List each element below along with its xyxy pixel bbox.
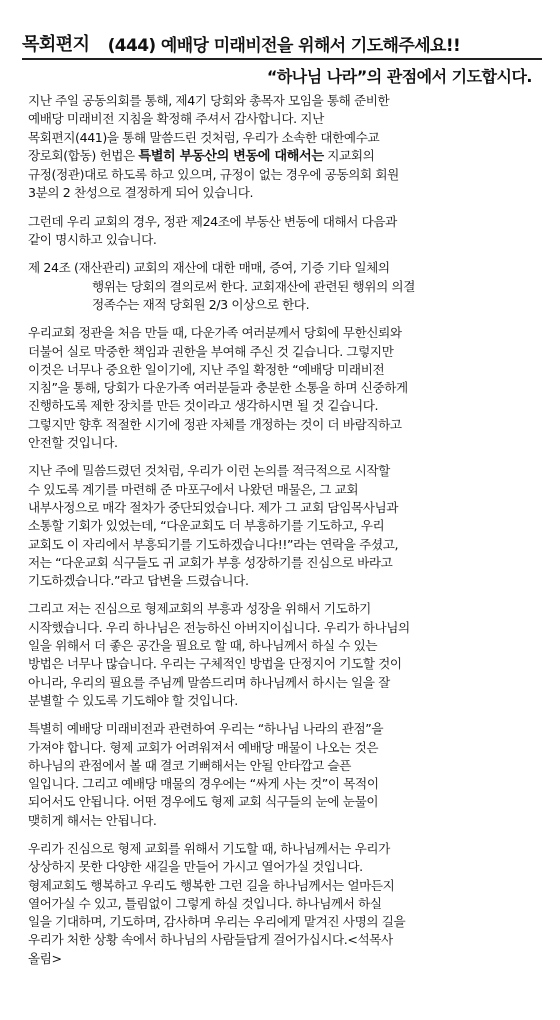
page-subtitle: “하나님 나라”의 관점에서 기도합시다. <box>266 67 532 86</box>
paragraph-8: 우리가 진심으로 형제 교회를 위해서 기도할 때, 하나님께서는 우리가 상상하지 못한 다양한 새길을 만들어 가시고 열어가실 것입니다. 형제교회도 행복하고 우리도 행복한 그런 길을 하나님께서는 얼마든지 열어가실 수 있고, 틀림없이 그렇게 하실 것입니다. 하나님께서 하실 일을 기대하며, 기도하며, 감사하며 우리는 우리에게 맡겨진 사명의 길을 우리가 처한 상황 속에서 하나님의 사람들답게 걸어가십시다.<석목사 올림> <box>28 840 406 966</box>
section-label: 목회편지 <box>22 34 90 55</box>
paragraph-1: 지난 주일 공동의회를 통해, 제4기 당회와 총목자 모임을 통해 준비한 예배당 미래비전 지침을 확정해 주셔서 감사합니다. 지난 목회편지(441)을 통해 말씀드린 것처럼, 우리가 소속한 대한예수교 장로회(합동) 헌법은 특별히 부동산의 변동에 대해서는 지교회의 규정(정관)대로 하도록 하고 있으며, 규정이 없는 경우에 공동의회 회원 3분의 2 찬성으로 결정하게 되어 있습니다. <box>28 93 399 201</box>
paragraph-7: 특별히 예배당 미래비전과 관련하여 우리는 “하나님 나라의 관점”을 가져야 합니다. 형제 교회가 어려워져서 예배당 매물이 나오는 것은 하나님의 관점에서 볼 때 결코 기뻐해서는 안될 안타깝고 슬픈 일입니다. 그리고 예배당 매물의 경우에는 “싸게 사는 것”이 목적이 되어서도 안됩니다. 어떤 경우에도 형제 교회 식구들의 눈에 눈물이 맺히게 해서는 안됩니다. <box>28 721 384 828</box>
header <box>22 30 542 60</box>
paragraph-5: 지난 주에 밀씀드렸던 것처럼, 우리가 이런 논의를 적극적으로 시작할 수 있도록 계기를 마련해 준 마포구에서 나왔던 매물은, 그 교회 내부사정으로 매각 절차가 중단되었습니다. 제가 그 교회 담임목사님과 소통할 기회가 있었는데, “다운교회도 더 부흥하기를 기도하고, 우리 교회도 이 자리에서 부흥되기를 기도하겠습니다!!”라는 연락을 주셨고, 저는 “다운교회 식구들도 귀 교회가 부흥 성장하기를 진심으로 바라고 기도하겠습니다.”라고 답변을 드렸습니다. <box>28 463 399 589</box>
emphasis-text: 특별히 부동산의 변동에 대해서는 <box>138 148 324 164</box>
page-title: (444) 예배당 미래비전을 위해서 기도해주세요!! <box>107 36 461 56</box>
paragraph-6: 그리고 저는 진심으로 형제교회의 부흥과 성장을 위해서 기도하기 시작했습니다. 우리 하나님은 전능하신 아버지이십니다. 우리가 하나님의 일을 위해서 더 좋은 공간을 필요로 할 때, 하나님께서 하실 수 있는 방법은 너무나 많습니다. 우리는 구체적인 방법을 단정지어 기도할 것이 아니라, 우리의 필요를 주님께 말씀드리며 하나님께서 하시는 일을 잘 분별할 수 있도록 기도해야 할 것입니다. <box>28 601 410 708</box>
paragraph-4: 우리교회 정관을 처음 만들 때, 다운가족 여러분께서 당회에 무한신뢰와 더불어 실로 막중한 책임과 권한을 부여해 주신 것 깉습니다. 그렇지만 이것은 너무나 중요한 일이기에, 지난 주일 확정한 “예배당 미래비전 지침”을 통해, 당회가 다운가족 여러분들과 충분한 소통을 하며 신중하게 진행하도록 제한 장치를 만든 것이라고 생각하시면 될 것 깉습니다. 그렇지만 향후 적절한 시기에 정관 자체를 개정하는 것이 더 바람직하고 안전할 것입니다. <box>28 325 408 451</box>
paragraph-2: 그런데 우리 교회의 경우, 정관 제24조에 부동산 변동에 대해서 다음과 같이 명시하고 있습니다. <box>28 213 397 248</box>
bylaw-article-24: 제 24조 (재산관리) 교회의 재산에 대한 매매, 증여, 기증 기타 일체의 행위는 당회의 결의로써 한다. 교회재산에 관련된 행위의 의결 정족수는 재적 당회원 2/3 이상으로 한다. <box>28 260 415 312</box>
letter-body <box>28 92 530 978</box>
